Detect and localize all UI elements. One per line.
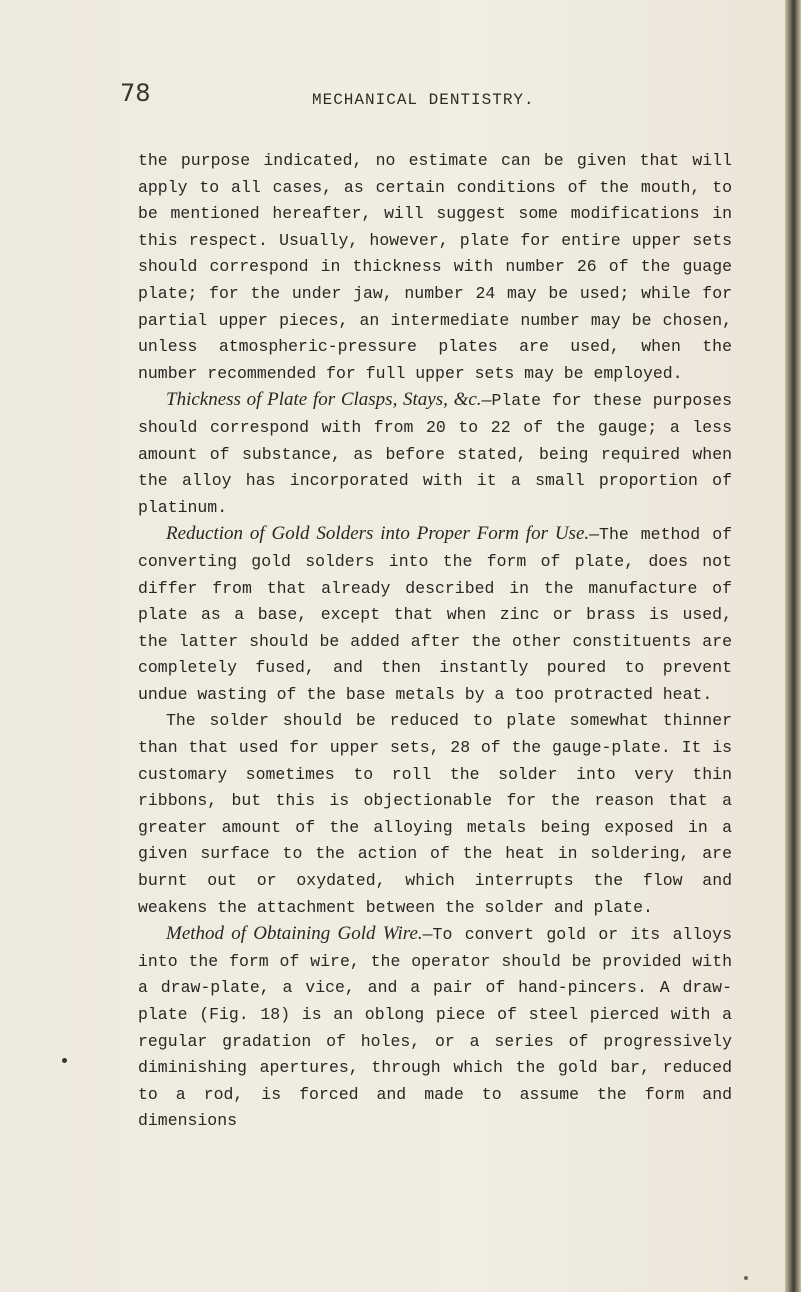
ink-speck: [62, 1058, 67, 1063]
paragraph-text: The solder should be reduced to plate somewhat thinner than that used for upper sets, 28 of the gauge-plate. It is customary sometimes to roll the solder into very thin ribbons, but this is objectionable for the reason that a greater amount of the alloying metals being exposed in a given surface to the action of the heat in soldering, are burnt out or oxydated, which interrupts the flow and weakens the attachment between the solder and plate.: [138, 711, 732, 917]
page-header: [120, 79, 760, 119]
section-heading: Reduction of Gold Solders into Proper Form for Use.: [166, 523, 590, 545]
running-title: MECHANICAL DENTISTRY.: [312, 91, 535, 109]
page-number: 78: [120, 79, 151, 107]
page-edge-binding: [785, 0, 801, 1292]
paragraph: [138, 387, 732, 521]
paragraph-text: —To convert gold or its alloys into the form of wire, the operator should be provided with a draw-plate, a vice, and a pair of hand-pincers. A draw-plate (Fig. 18) is an oblong piece of steel pierced with a regular gradation of holes, or a series of progressively diminishing apertures, through which the gold bar, reduced to a rod, is forced and made to assume the form and dimensions: [138, 925, 732, 1131]
section-heading: Method of Obtaining Gold Wire.: [166, 923, 423, 945]
paragraph-text: the purpose indicated, no estimate can be given that will apply to all cases, as certain conditions of the mouth, to be mentioned hereafter, will suggest some modifications in this respect. Usually, however, plate for entire upper sets should correspond in thickness with number 26 of the guage plate; for the under jaw, number 24 may be used; while for partial upper pieces, an intermediate number may be chosen, unless atmospheric-pressure plates are used, when the number recommended for full upper sets may be employed.: [138, 151, 732, 383]
body-text: [138, 148, 732, 1135]
ink-speck: [744, 1276, 748, 1280]
paragraph: [138, 921, 732, 1135]
paragraph-text: —Plate for these purposes should correspond with from 20 to 22 of the gauge; a less amount of substance, as before stated, being required when the alloy has incorporated with it a small proportion of platinum.: [138, 391, 732, 517]
section-heading: Thickness of Plate for Clasps, Stays, &c.: [166, 389, 482, 411]
paragraph-text: —The method of converting gold solders into the form of plate, does not differ from that already described in the manufacture of plate as a base, except that when zinc or brass is used, the latter should be added after the other constituents are completely fused, and then instantly poured to prevent undue wasting of the base metals by a too protracted heat.: [138, 525, 733, 704]
paragraph: [138, 708, 732, 921]
paragraph: [138, 148, 732, 387]
paragraph: [138, 521, 732, 708]
